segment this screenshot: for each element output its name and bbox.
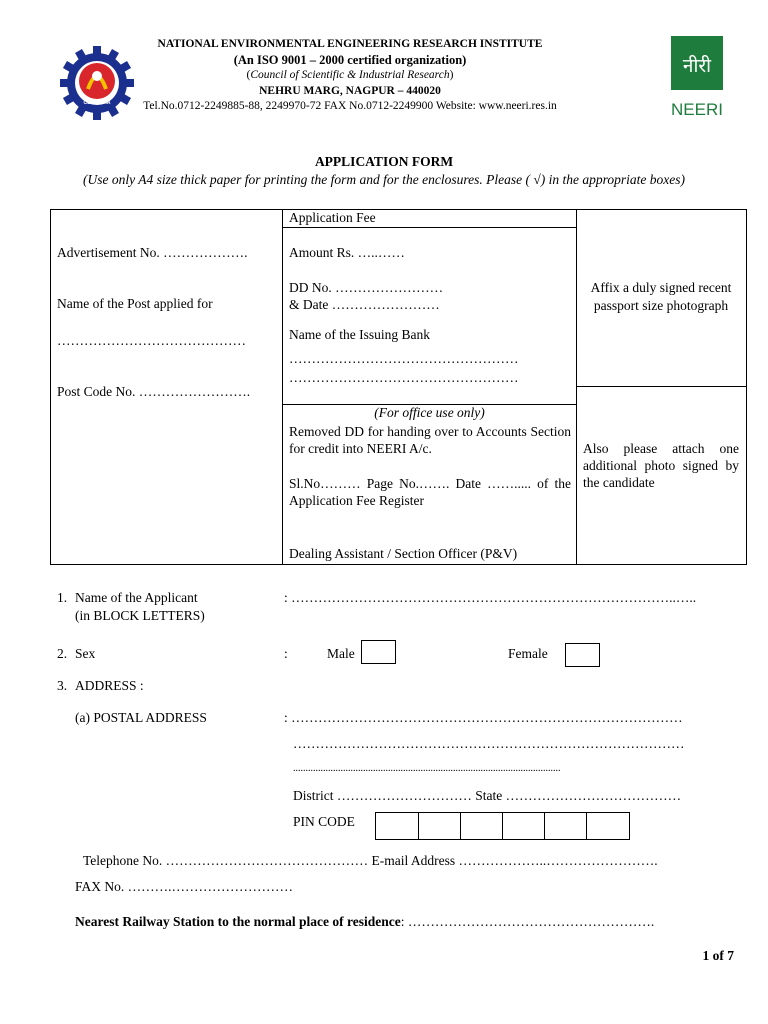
pin-digit-5[interactable] (544, 813, 587, 839)
address-line: NEHRU MARG, NAGPUR – 440020 (259, 84, 441, 97)
sex-label: Sex (75, 646, 96, 661)
csir-logo-text: CSIR INDIA (83, 100, 111, 106)
railway-station-field[interactable]: : ………………………………………………. (400, 914, 655, 929)
office-use-heading: (For office use only) (374, 405, 485, 420)
item-number-2: 2. (57, 646, 68, 661)
telephone-email-field[interactable]: Telephone No. ……………………………………… E-mail Address ………………..……………………. (83, 853, 658, 868)
iso-line: (An ISO 9001 – 2000 certified organization) (233, 52, 467, 67)
council-close-paren: ) (449, 69, 454, 81)
dealing-assistant-text: Dealing Assistant / Section Officer (P&V) (289, 546, 518, 561)
amount-field[interactable]: Amount Rs. …..…… (289, 245, 405, 260)
pin-digit-4[interactable] (502, 813, 545, 839)
pin-digit-2[interactable] (418, 813, 461, 839)
female-checkbox[interactable] (565, 643, 600, 667)
pin-digit-3[interactable] (460, 813, 503, 839)
postal-address-field-3[interactable]: ........................................................................................................... (293, 763, 561, 774)
removed-dd-text: Removed DD for handing over to Accounts Section for credit into NEERI A/c. (289, 424, 571, 456)
post-applied-label: Name of the Post applied for (57, 296, 213, 311)
post-applied-field[interactable]: …………………………………… (57, 333, 246, 348)
item-number-3: 3. (57, 678, 68, 693)
post-code-field[interactable]: Post Code No. ……………………. (57, 384, 251, 399)
page-number: 1 of 7 (702, 948, 734, 963)
advertisement-no-field[interactable]: Advertisement No. ………………. (57, 245, 248, 260)
table-divider-photo (576, 386, 746, 387)
additional-photo-note: Also please attach one additional photo signed by the candidate (583, 441, 739, 490)
male-checkbox[interactable] (361, 640, 396, 664)
issuing-bank-label: Name of the Issuing Bank (289, 327, 430, 342)
application-fee-heading: Application Fee (289, 210, 376, 225)
applicant-name-sublabel: (in BLOCK LETTERS) (75, 608, 205, 623)
issuing-bank-field-1[interactable]: …………………………………………… (289, 351, 519, 366)
institute-name: NATIONAL ENVIRONMENTAL ENGINEERING RESEARCH INSTITUTE (157, 38, 543, 50)
council-open-paren: ( (246, 69, 251, 81)
table-divider-fee (282, 227, 577, 228)
railway-station-label: Nearest Railway Station to the normal place of residence (75, 914, 401, 929)
issuing-bank-field-2[interactable]: …………………………………………… (289, 370, 519, 385)
railway-station-row (75, 914, 654, 930)
item-number-1: 1. (57, 590, 68, 605)
female-label: Female (508, 646, 548, 661)
contact-line: Tel.No.0712-2249885-88, 2249970-72 FAX No.0712-2249900 Website: www.neeri.res.in (143, 100, 557, 112)
pin-code-boxes[interactable] (375, 812, 630, 840)
fax-field[interactable]: FAX No. ……….……………………… (75, 879, 294, 894)
address-label: ADDRESS : (75, 678, 144, 693)
neeri-logo (671, 36, 723, 124)
pin-code-label: PIN CODE (293, 814, 355, 829)
council-name: Council of Scientific & Industrial Research (250, 69, 450, 81)
form-title: APPLICATION FORM (314, 154, 454, 169)
applicant-name-label: Name of the Applicant (75, 590, 198, 605)
postal-address-field-2[interactable]: …………………………………………………………………………… (293, 736, 685, 751)
dd-no-field[interactable]: DD No. …………………… (289, 280, 444, 295)
district-state-field[interactable]: District ………………………… State ………………………………… (293, 788, 682, 803)
neeri-logo-text: NEERI (671, 100, 723, 119)
photo-placeholder: Affix a duly signed recent passport size photograph (590, 280, 732, 313)
postal-address-label: (a) POSTAL ADDRESS (75, 710, 207, 725)
form-instruction: (Use only A4 size thick paper for printing the form and for the enclosures. Please ( √) in the appropriate boxes) (83, 172, 685, 187)
pin-digit-1[interactable] (376, 813, 419, 839)
letterhead (143, 37, 557, 115)
council-line (150, 68, 550, 84)
dd-date-field[interactable]: & Date …………………… (289, 297, 440, 312)
postal-address-field-1[interactable]: : …………………………………………………………………………… (284, 710, 683, 725)
fee-register-text: Sl.No……… Page No.……. Date ……..... of the Application Fee Register (289, 476, 571, 508)
table-divider-left (282, 209, 283, 564)
male-label: Male (327, 646, 355, 661)
neeri-logo-hindi: नीरी (682, 55, 712, 77)
sex-colon: : (284, 646, 288, 661)
applicant-name-field[interactable]: : …………………………………………………………………………..….. (284, 590, 697, 605)
